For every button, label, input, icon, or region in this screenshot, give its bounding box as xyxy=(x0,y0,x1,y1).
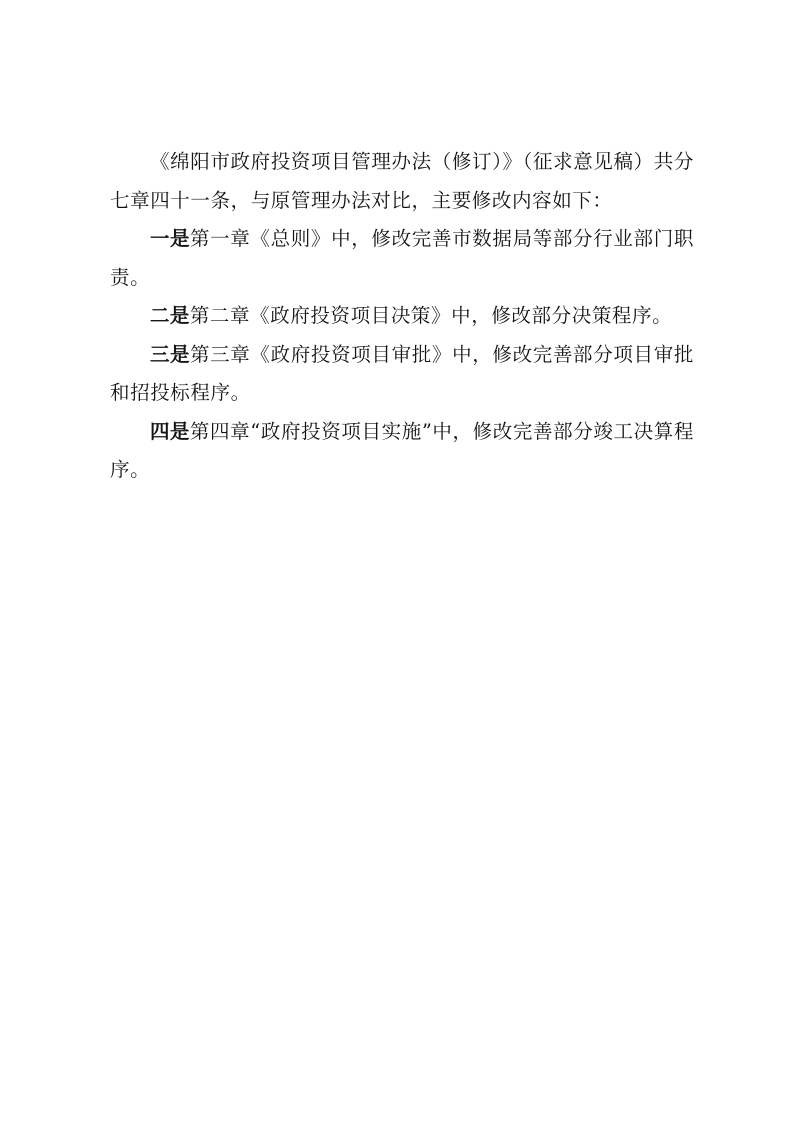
item-text: 第二章《政府投资项目决策》中，修改部分决策程序。 xyxy=(189,304,673,327)
item-lead: 一是 xyxy=(150,227,190,250)
item-text: 第一章《总则》中，修改完善市数据局等部分行业部门职责。 xyxy=(110,227,694,289)
revision-item-3 xyxy=(110,336,694,413)
revision-item-1 xyxy=(110,220,694,297)
item-text: 第三章《政府投资项目审批》中，修改完善部分项目审批和招投标程序。 xyxy=(110,342,694,404)
item-lead: 三是 xyxy=(150,342,190,366)
document-body xyxy=(110,143,694,490)
item-lead: 四是 xyxy=(150,419,190,443)
item-lead: 二是 xyxy=(150,304,190,327)
revision-item-2 xyxy=(110,297,694,336)
revision-item-4 xyxy=(110,413,694,490)
item-text: 第四章“政府投资项目实施”中，修改完善部分竣工决算程序。 xyxy=(110,419,694,481)
intro-paragraph: 《绵阳市政府投资项目管理办法（修订）》（征求意见稿）共分七章四十一条，与原管理办法对比，主要修改内容如下： xyxy=(110,150,694,212)
